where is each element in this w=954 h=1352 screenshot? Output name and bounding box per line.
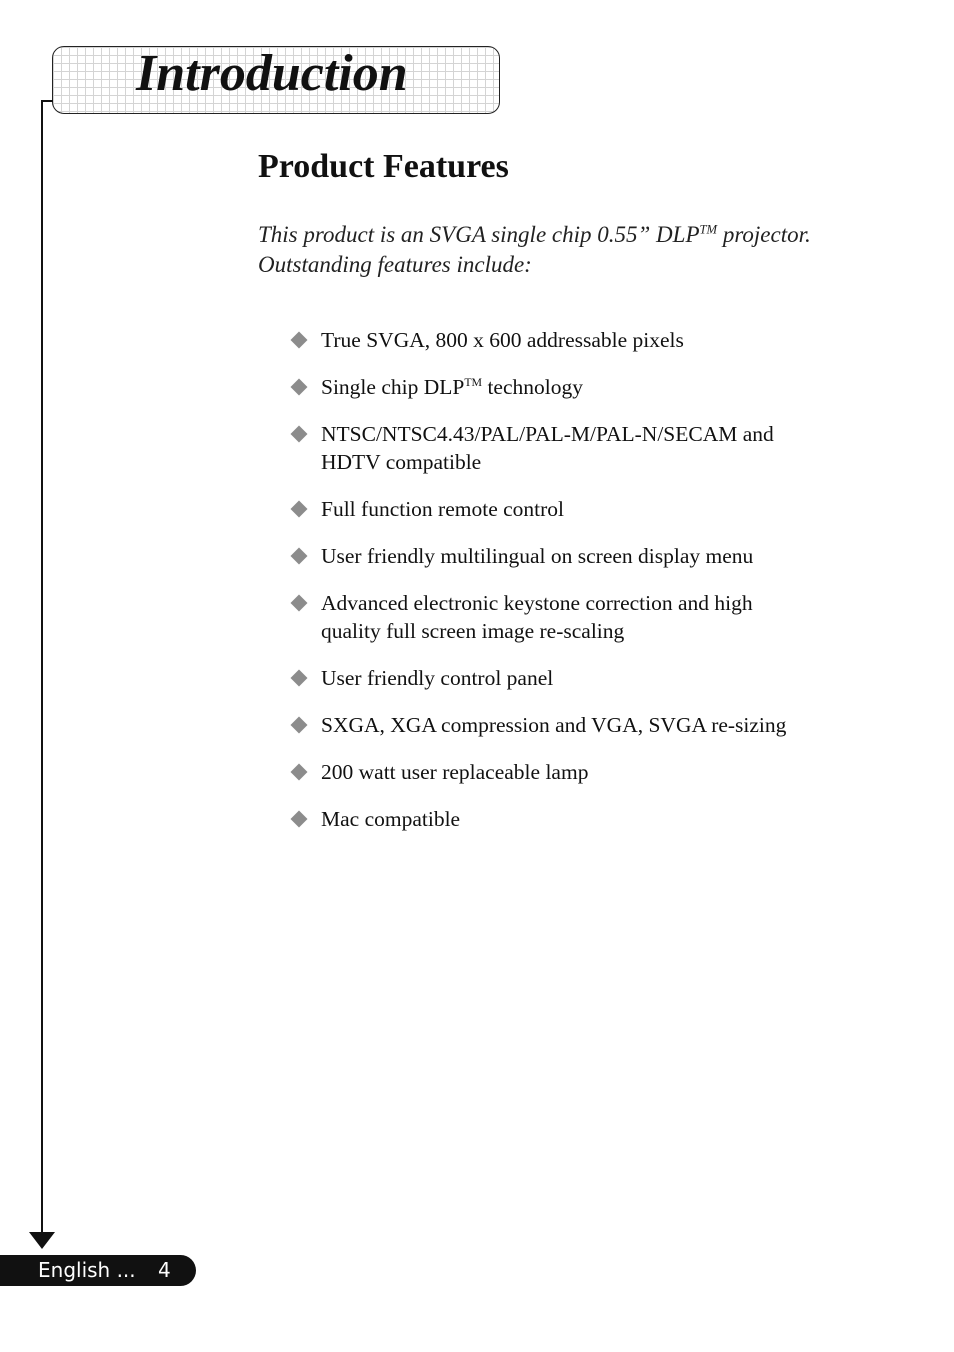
feature-text: HDTV compatible: [321, 450, 482, 474]
arrow-down-icon: [29, 1232, 55, 1249]
list-item: [290, 589, 910, 645]
diamond-bullet-icon: [291, 426, 308, 443]
feature-text: SXGA, XGA compression and VGA, SVGA re-sizing: [321, 713, 787, 737]
diamond-bullet-icon: [291, 548, 308, 565]
feature-text: quality full screen image re-scaling: [321, 619, 625, 643]
list-item: [290, 542, 910, 570]
diamond-bullet-icon: [291, 764, 308, 781]
diamond-bullet-icon: [291, 811, 308, 828]
list-item: [290, 420, 910, 476]
intro-line-2: Outstanding features include:: [258, 252, 532, 277]
list-item: [290, 326, 910, 354]
diamond-bullet-icon: [291, 501, 308, 518]
diamond-bullet-icon: [291, 595, 308, 612]
feature-text: technology: [482, 375, 583, 399]
list-item: [290, 495, 910, 523]
list-item: [290, 758, 910, 786]
feature-text: Mac compatible: [321, 807, 461, 831]
intro-text-a: This product is an SVGA single chip 0.55” DLP: [258, 222, 700, 247]
list-item: [290, 805, 910, 833]
diamond-bullet-icon: [291, 670, 308, 687]
page-footer-tab: [0, 1255, 196, 1286]
diamond-bullet-icon: [291, 717, 308, 734]
footer-language: English ...: [38, 1258, 136, 1282]
list-item: [290, 373, 910, 401]
diamond-bullet-icon: [291, 332, 308, 349]
trademark-superscript: TM: [699, 222, 718, 237]
section-title: Product Features: [258, 148, 509, 185]
intro-text-b: projector.: [717, 222, 811, 247]
chapter-title: Introduction: [136, 45, 408, 102]
feature-text: Single chip DLP: [321, 375, 465, 399]
feature-list: [290, 326, 910, 852]
intro-line-1: [258, 220, 918, 250]
feature-text: NTSC/NTSC4.43/PAL/PAL-M/PAL-N/SECAM and: [321, 422, 774, 446]
feature-text: Full function remote control: [321, 497, 565, 521]
trademark-superscript: TM: [464, 374, 483, 389]
side-line: [41, 100, 43, 1234]
page-number: 4: [158, 1258, 171, 1282]
feature-text: 200 watt user replaceable lamp: [321, 760, 589, 784]
intro-paragraph: [258, 220, 918, 280]
list-item: [290, 711, 910, 739]
diamond-bullet-icon: [291, 379, 308, 396]
feature-text: User friendly multilingual on screen display menu: [321, 544, 754, 568]
list-item: [290, 664, 910, 692]
feature-text: True SVGA, 800 x 600 addressable pixels: [321, 328, 684, 352]
feature-text: Advanced electronic keystone correction and high: [321, 591, 753, 615]
feature-text: User friendly control panel: [321, 666, 554, 690]
